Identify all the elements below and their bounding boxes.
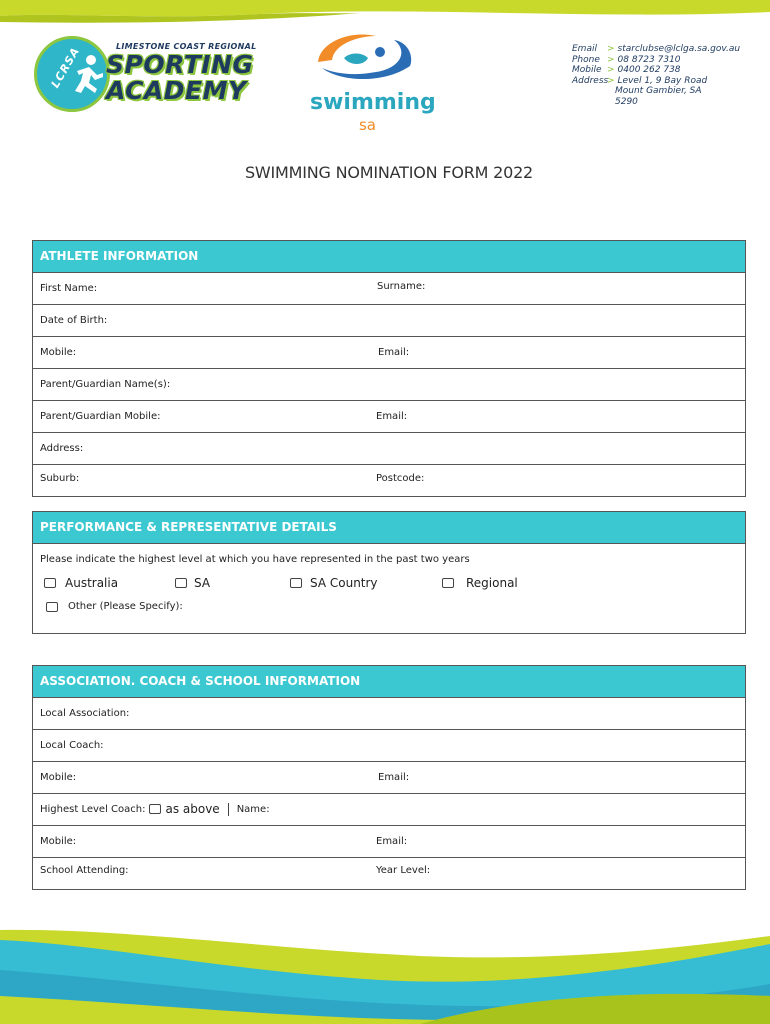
divider (228, 803, 229, 816)
email-label: Email: (378, 347, 410, 358)
as-above-label: as above (165, 802, 220, 816)
performance-note: Please indicate the highest level at which you have represented in the past two years (40, 554, 470, 565)
sa-wordmark: sa (358, 116, 376, 134)
swimming-sa-logo (310, 28, 436, 140)
page-title: SWIMMING NOMINATION FORM 2022 (244, 163, 534, 182)
first-name-label: First Name: (40, 283, 98, 294)
postcode-label: Postcode: (376, 473, 425, 484)
highest-coach-group (40, 802, 270, 816)
coach-mobile-row[interactable] (33, 762, 745, 794)
mobile-label: Mobile (572, 65, 602, 75)
parent-names-row[interactable] (33, 369, 745, 401)
runner-icon (67, 53, 105, 97)
swimming-wordmark: swimming (310, 90, 436, 115)
athlete-section (32, 240, 746, 497)
performance-heading: PERFORMANCE & REPRESENTATIVE DETAILS (33, 512, 745, 544)
parent-email-label: Email: (376, 411, 408, 422)
coach2-mobile-label: Mobile: (40, 836, 77, 847)
highest-coach-row[interactable] (33, 794, 745, 826)
school-row[interactable] (33, 858, 745, 889)
lcrsa-logo (30, 36, 270, 114)
highest-coach-label: Highest Level Coach: (40, 803, 146, 815)
checkbox[interactable] (46, 602, 58, 612)
coach-email-label: Email: (378, 772, 410, 783)
mobile-row[interactable] (33, 337, 745, 369)
school-label: School Attending: (40, 865, 129, 876)
association-section (32, 665, 746, 890)
checkbox[interactable] (44, 578, 56, 588)
dob-row[interactable] (33, 305, 745, 337)
swimmer-swoosh-icon (310, 28, 425, 94)
athlete-heading: ATHLETE INFORMATION (33, 241, 745, 273)
option-other-label: Other (Please Specify): (68, 601, 183, 612)
suburb-row[interactable] (33, 465, 745, 496)
contact-mobile: 0400 262 738 (617, 65, 681, 75)
dob-label: Date of Birth: (40, 315, 108, 326)
top-wave-decoration (0, 0, 770, 30)
badge-text: LCRSA (48, 44, 83, 91)
option-other[interactable] (46, 601, 183, 612)
address-row[interactable] (33, 433, 745, 465)
as-above-option[interactable] (145, 802, 219, 816)
bottom-wave-decoration (0, 900, 770, 1024)
option-sa[interactable] (175, 576, 210, 590)
association-heading: ASSOCIATION. COACH & SCHOOL INFORMATION (33, 666, 745, 698)
parent-mobile-label: Parent/Guardian Mobile: (40, 411, 161, 422)
option-regional[interactable] (442, 576, 518, 590)
contact-address-line3: 5290 (615, 96, 638, 107)
option-label: SA Country (310, 576, 378, 590)
suburb-label: Suburb: (40, 473, 80, 484)
surname-label: Surname: (377, 281, 426, 292)
option-label: Australia (65, 576, 119, 590)
coach-mobile-label: Mobile: (40, 772, 77, 783)
arrow-icon: > (607, 75, 615, 86)
org-title-line2: ACADEMY (106, 76, 247, 105)
local-coach-label: Local Coach: (40, 740, 104, 751)
coach-name-label: Name: (236, 803, 270, 815)
parent-mobile-row[interactable] (33, 401, 745, 433)
year-level-label: Year Level: (376, 865, 431, 876)
arrow-icon: > (607, 65, 615, 75)
checkbox[interactable] (290, 578, 302, 588)
contact-phone: 08 8723 7310 (617, 54, 681, 65)
local-association-label: Local Association: (40, 708, 130, 719)
option-label: Regional (466, 576, 518, 590)
mobile-label: Mobile: (40, 347, 77, 358)
org-title-line1: SPORTING (106, 50, 254, 79)
org-subtitle: LIMESTONE COAST REGIONAL (116, 42, 257, 51)
local-association-row[interactable] (33, 698, 745, 730)
coach2-email-label: Email: (376, 836, 408, 847)
option-australia[interactable] (44, 576, 118, 590)
checkbox[interactable] (442, 578, 454, 588)
option-sa-country[interactable] (290, 576, 378, 590)
contact-address-line1: Level 1, 9 Bay Road (617, 75, 708, 86)
local-coach-row[interactable] (33, 730, 745, 762)
option-label: SA (194, 576, 211, 590)
first-name-row[interactable] (33, 273, 745, 305)
address-label: Address: (40, 443, 84, 454)
arrow-icon: > (607, 54, 615, 65)
arrow-icon: > (607, 44, 615, 54)
performance-body (33, 544, 745, 633)
contact-address-line2: Mount Gambier, SA (615, 86, 702, 96)
checkbox[interactable] (175, 578, 187, 588)
address-label: Address (572, 75, 609, 86)
coach2-mobile-row[interactable] (33, 826, 745, 858)
email-label: Email (572, 44, 597, 54)
parent-names-label: Parent/Guardian Name(s): (40, 379, 171, 390)
checkbox[interactable] (149, 804, 161, 814)
lcrsa-badge (34, 36, 110, 112)
contact-email[interactable]: starclubse@lclga.sa.gov.au (617, 44, 741, 54)
performance-section (32, 511, 746, 634)
contact-block (572, 44, 740, 107)
phone-label: Phone (572, 54, 600, 65)
